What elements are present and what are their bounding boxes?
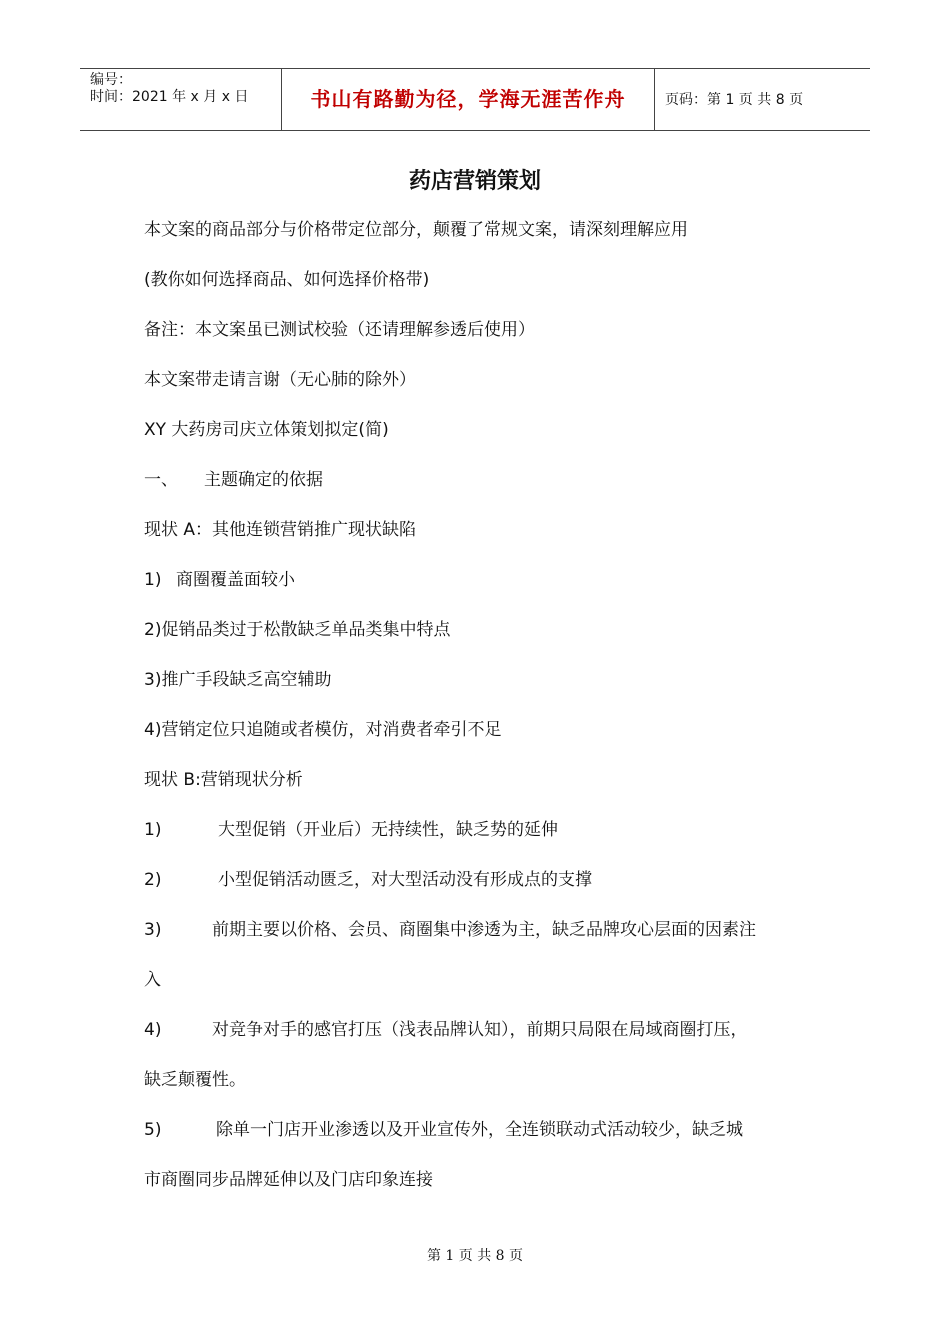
list-item-text: 对竞争对手的感官打压（浅表品牌认知），前期只局限在局域商圈打压， bbox=[212, 1020, 748, 1040]
list-item-continuation: 入 bbox=[144, 970, 161, 990]
section-heading-text: 主题确定的依据 bbox=[204, 470, 323, 490]
section-heading bbox=[144, 468, 323, 492]
list-item: 4)营销定位只追随或者模仿，对消费者牵引不足 bbox=[144, 720, 502, 740]
list-item-text: 前期主要以价格、会员、商圈集中渗透为主，缺乏品牌攻心层面的因素注 bbox=[212, 920, 756, 940]
paragraph-note: 备注：本文案虽已测试校验（还请理解参透后使用） bbox=[144, 320, 535, 340]
list-item bbox=[144, 918, 756, 942]
status-b-heading: 现状 B:营销现状分析 bbox=[144, 770, 303, 790]
header-page-info: 页码：第 1 页 共 8 页 bbox=[665, 92, 804, 108]
list-item bbox=[144, 818, 558, 842]
section-marker: 一、 bbox=[144, 470, 178, 490]
paragraph-thanks: 本文案带走请言谢（无心肺的除外） bbox=[144, 370, 416, 390]
paragraph-intro: 本文案的商品部分与价格带定位部分，颠覆了常规文案，请深刻理解应用 bbox=[144, 220, 688, 240]
header-meta-cell bbox=[80, 69, 282, 130]
list-item bbox=[144, 868, 592, 892]
list-item: 2)促销品类过于松散缺乏单品类集中特点 bbox=[144, 620, 451, 640]
list-item-continuation: 市商圈同步品牌延伸以及门店印象连接 bbox=[144, 1170, 433, 1190]
list-item-text: 除单一门店开业渗透以及开业宣传外，全连锁联动式活动较少，缺乏城 bbox=[216, 1120, 743, 1140]
header-motto-cell bbox=[282, 69, 655, 130]
document-time-label: 时间：2021 年 x 月 x 日 bbox=[90, 89, 249, 105]
list-item-text: 大型促销（开业后）无持续性，缺乏势的延伸 bbox=[218, 820, 558, 840]
paragraph-subtitle: (教你如何选择商品、如何选择价格带) bbox=[144, 270, 430, 290]
document-number-label: 编号： bbox=[90, 72, 132, 88]
list-item-marker: 4) bbox=[144, 1020, 162, 1040]
list-item bbox=[144, 1018, 748, 1042]
document-header bbox=[80, 68, 870, 131]
list-item-marker: 1) bbox=[144, 570, 162, 590]
header-motto: 书山有路勤为径，学海无涯苦作舟 bbox=[310, 87, 626, 111]
list-item: 3)推广手段缺乏高空辅助 bbox=[144, 670, 332, 690]
list-item bbox=[144, 568, 295, 592]
list-item-marker: 2) bbox=[144, 870, 162, 890]
list-item-text: 小型促销活动匮乏，对大型活动没有形成点的支撑 bbox=[218, 870, 592, 890]
list-item-marker: 3) bbox=[144, 920, 162, 940]
list-item-marker: 5) bbox=[144, 1120, 162, 1140]
document-title: 药店营销策划 bbox=[408, 169, 541, 194]
list-item-text: 商圈覆盖面较小 bbox=[176, 570, 295, 590]
status-a-heading: 现状 A：其他连锁营销推广现状缺陷 bbox=[144, 520, 417, 540]
header-page-cell bbox=[655, 69, 870, 130]
paragraph-plan-title: XY 大药房司庆立体策划拟定(简) bbox=[144, 420, 389, 440]
list-item bbox=[144, 1118, 743, 1142]
page-footer: 第 1 页 共 8 页 bbox=[426, 1248, 524, 1264]
list-item-marker: 1) bbox=[144, 820, 162, 840]
list-item-continuation: 缺乏颠覆性。 bbox=[144, 1070, 246, 1090]
